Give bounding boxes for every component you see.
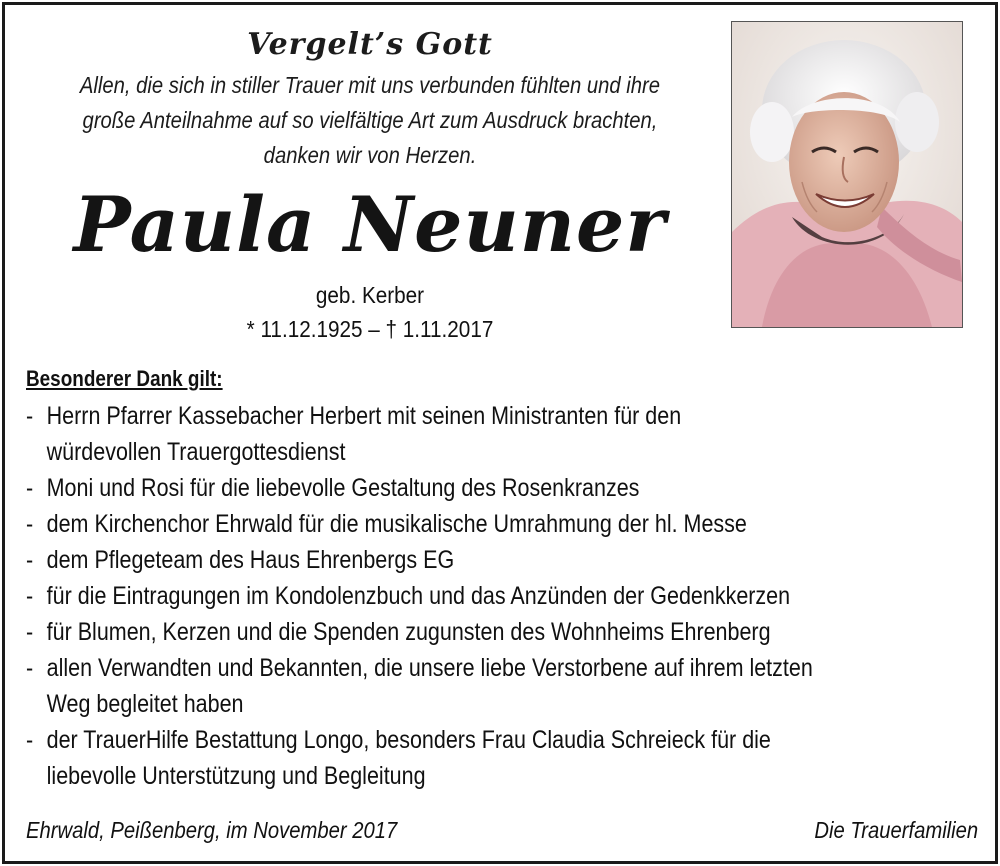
list-dash: - [26, 582, 34, 610]
list-dash: - [26, 474, 34, 502]
notice-header [30, 22, 710, 275]
thanks-item-text: dem Pflegeteam des Haus Ehrenbergs EG [46, 546, 455, 574]
intro-text [71, 68, 669, 173]
list-dash: - [26, 510, 34, 538]
thanks-item [26, 542, 955, 578]
thanks-item [26, 470, 955, 506]
thanks-item [26, 650, 955, 722]
deceased-name: Paula Neuner [73, 180, 667, 269]
portrait-photo [731, 21, 963, 328]
thanks-item-text: für die Eintragungen im Kondolenzbuch und das Anzünden der Gedenkkerzen [46, 582, 791, 610]
signature: Die Trauerfamilien [814, 817, 978, 843]
list-dash: - [26, 546, 34, 574]
list-dash: - [26, 618, 34, 646]
life-dates: * 11.12.1925 – † 1.11.2017 [246, 316, 494, 342]
thanks-item-text: der TrauerHilfe Bestattung Longo, besonders Frau Claudia Schreieck für die liebevolle Unterstützung und Begleitung [46, 726, 771, 790]
thanks-item-text: für Blumen, Kerzen und die Spenden zugunsten des Wohnheims Ehrenberg [46, 618, 771, 646]
thanks-item [26, 578, 955, 614]
list-dash: - [26, 402, 34, 430]
thanks-item-text: Moni und Rosi für die liebevolle Gestaltung des Rosenkranzes [46, 474, 640, 502]
thanks-item [26, 398, 955, 470]
list-dash: - [26, 726, 34, 754]
place-date: Ehrwald, Peißenberg, im November 2017 [26, 817, 398, 843]
thanks-list [26, 398, 955, 794]
thanks-item [26, 614, 955, 650]
thanks-item-text: Herrn Pfarrer Kassebacher Herbert mit seinen Ministranten für den würdevollen Trauergottesdienst [46, 402, 682, 466]
thanks-item-text: dem Kirchenchor Ehrwald für die musikalische Umrahmung der hl. Messe [46, 510, 747, 538]
thanks-item-text: allen Verwandten und Bekannten, die unsere liebe Verstorbene auf ihrem letzten Weg begleitet haben [46, 654, 813, 718]
intro-line: danken wir von Herzen. [263, 142, 477, 168]
list-dash: - [26, 654, 34, 682]
thanks-item [26, 722, 955, 794]
portrait-illustration [732, 22, 962, 327]
intro-line: Allen, die sich in stiller Trauer mit uns verbunden fühlten und ihre [79, 72, 661, 98]
intro-line: große Anteilnahme auf so vielfältige Art zum Ausdruck brachten, [82, 107, 658, 133]
thanks-title: Besonderer Dank gilt: [26, 366, 223, 391]
birth-name: geb. Kerber [315, 282, 425, 308]
thanks-item [26, 506, 955, 542]
heading: Vergelt’s Gott [247, 27, 493, 62]
